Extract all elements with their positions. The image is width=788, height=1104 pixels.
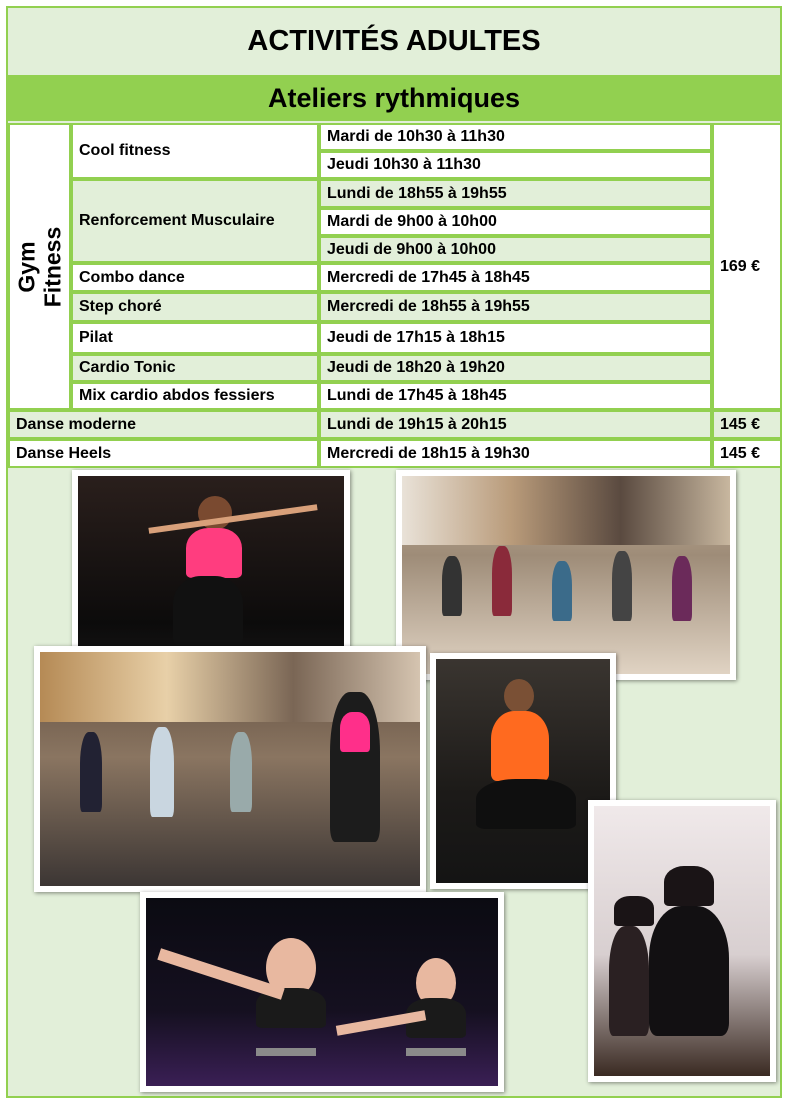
photo-dancers-hats	[588, 800, 776, 1082]
activity-cell: Danse moderne	[8, 410, 319, 439]
activity-cell: Mix cardio abdos fessiers	[71, 382, 319, 410]
activity-cell: Cardio Tonic	[71, 354, 319, 382]
photo-mirror-class	[34, 646, 426, 892]
group-label-line2: Fitness	[39, 226, 66, 307]
schedule-cell: Mercredi de 17h45 à 18h45	[319, 263, 712, 292]
activity-cell: Pilat	[71, 322, 319, 354]
schedule-cell: Mardi de 10h30 à 11h30	[319, 123, 712, 151]
group-label	[8, 123, 71, 410]
schedule-cell: Lundi de 17h45 à 18h45	[319, 382, 712, 410]
price-cell: 145 €	[712, 439, 782, 468]
activity-cell: Step choré	[71, 292, 319, 322]
photo-heels-dancers	[140, 892, 504, 1092]
schedule-cell: Mercredi de 18h55 à 19h55	[319, 292, 712, 322]
price-cell: 145 €	[712, 410, 782, 439]
activity-cell: Danse Heels	[8, 439, 319, 468]
schedule-cell: Lundi de 19h15 à 20h15	[319, 410, 712, 439]
price-cell: 169 €	[712, 123, 782, 410]
schedule-cell: Mercredi de 18h15 à 19h30	[319, 439, 712, 468]
activity-cell: Cool fitness	[71, 123, 319, 179]
schedule-cell: Jeudi de 18h20 à 19h20	[319, 354, 712, 382]
section-subtitle: Ateliers rythmiques	[8, 75, 780, 121]
schedule-cell: Lundi de 18h55 à 19h55	[319, 179, 712, 208]
activity-cell: Renforcement Musculaire	[71, 179, 319, 263]
page-title: ACTIVITÉS ADULTES	[8, 8, 780, 74]
activity-cell: Combo dance	[71, 263, 319, 292]
schedule-cell: Mardi de 9h00 à 10h00	[319, 208, 712, 236]
schedule-cell: Jeudi 10h30 à 11h30	[319, 151, 712, 179]
schedule-cell: Jeudi de 9h00 à 10h00	[319, 236, 712, 263]
photo-group-class	[396, 470, 736, 680]
schedule-cell: Jeudi de 17h15 à 18h15	[319, 322, 712, 354]
group-label-line1: Gym	[13, 240, 40, 293]
